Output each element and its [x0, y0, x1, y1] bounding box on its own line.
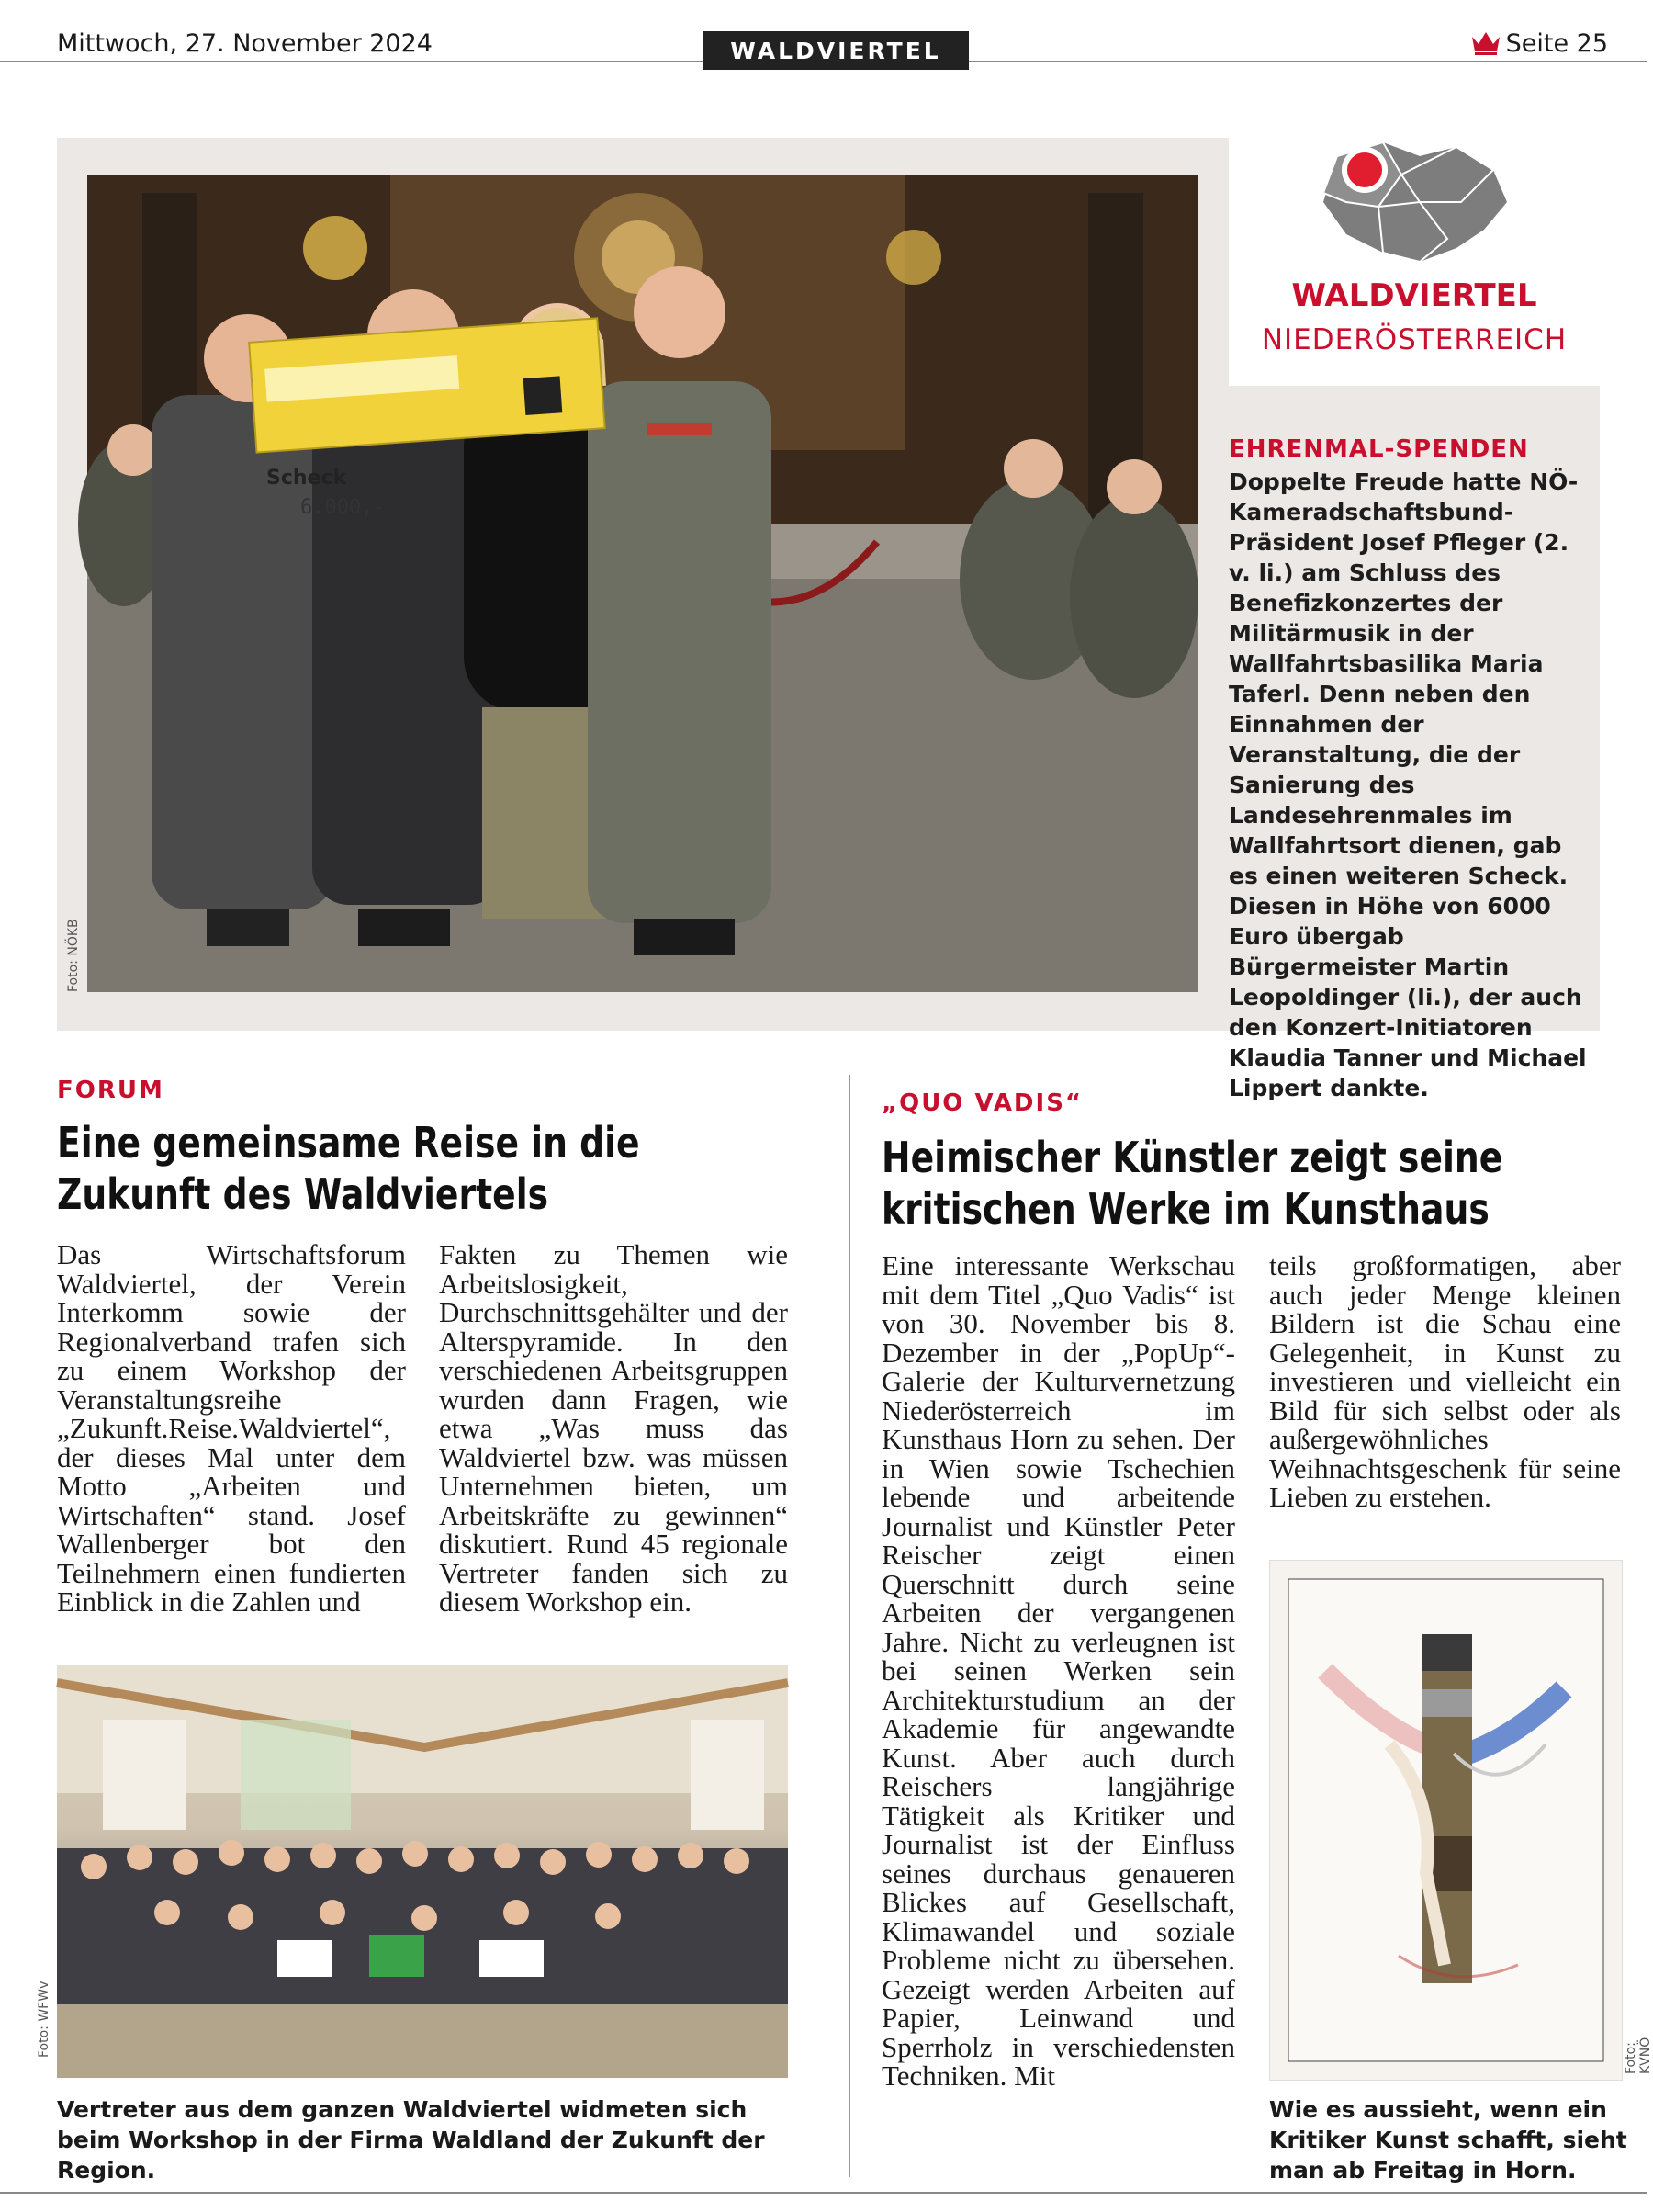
quovadis-kicker: „QUO VADIS“: [882, 1089, 1084, 1117]
cheque-label: Scheck: [266, 467, 347, 490]
quovadis-headline-line-2: kritischen Werke im Kunsthaus: [882, 1184, 1490, 1234]
photo-credit-wfwv: Foto: WFWv: [37, 1981, 51, 2058]
forum-column-1: Das Wirtschaftsforum Waldviertel, der Verein Interkomm sowie der Regionalverband trafen sich zu einem Workshop der Veranstaltungsreihe „Zukunft.Reise.Waldviertel“, der dieses Mal unter dem Motto „Arbeiten und Wirtschaften“ stand. Josef Wallenberger bot den Teilnehmern einen fundierten Einblick in die Zahlen und: [57, 1238, 406, 1618]
workshop-caption: Vertreter aus dem ganzen Waldviertel widmeten sich beim Workshop in der Firma Waldland der Zukunft der Region.: [57, 2096, 765, 2184]
photo-illustration: [1270, 1561, 1622, 2080]
ehrenmal-kicker: EHRENMAL-SPENDEN: [1229, 435, 1529, 463]
quovadis-headline: [882, 1132, 1545, 1235]
forum-headline-line-1: Eine gemeinsame Reise in die: [57, 1118, 640, 1168]
crown-icon: [1470, 29, 1501, 55]
cheque-amount: 6.000,-: [300, 496, 386, 519]
workshop-group-photo: [57, 1665, 788, 2078]
photo-credit-kvno: Foto: KVNÖ: [1624, 2037, 1653, 2074]
column-divider: [849, 1075, 850, 2177]
photo-illustration: [87, 175, 1198, 992]
quovadis-column-2: teils großformatigen, aber auch jeder Menge kleinen Bildern ist die Schau eine Gelegenheit, in Kunst zu investieren und vielleicht ein Bild für sich selbst oder als außergewöhnliches Weihnachtsgeschenk für seine Lieben zu erstehen.: [1269, 1249, 1621, 1513]
photo-illustration: [57, 1665, 788, 2078]
issue-date: Mittwoch, 27. November 2024: [57, 29, 433, 58]
region-title: WALDVIERTEL: [1291, 277, 1537, 314]
footer-rule: [0, 2192, 1647, 2194]
cheque-handover-photo: [87, 175, 1198, 992]
quovadis-headline-line-1: Heimischer Künstler zeigt seine: [882, 1133, 1503, 1182]
region-subtitle: NIEDERÖSTERREICH: [1261, 323, 1568, 356]
forum-headline: [57, 1117, 712, 1220]
page-number: Seite 25: [1505, 29, 1608, 58]
artwork-photo: [1269, 1560, 1623, 2081]
forum-headline-line-2: Zukunft des Waldviertels: [57, 1169, 549, 1219]
header-rule-left: [0, 61, 703, 62]
ehrenmal-body: Doppelte Freude hatte NÖ-Kameradschaftsbund-Präsident Josef Pfleger (2. v. li.) am Schluss des Benefizkonzertes der Militärmusik in der Wallfahrtsbasilika Maria Taferl. Denn neben den Einnahmen der Veranstaltung, die der Sanierung des Landesehrenmales im Wallfahrtsort dienen, gab es einen weiteren Scheck. Diesen in Höhe von 6000 Euro übergab Bürgermeister Martin Leopoldinger (li.), der auch den Konzert-Initiatoren Klaudia Tanner und Michael Lippert dankte.: [1229, 468, 1587, 1101]
forum-kicker: FORUM: [57, 1077, 164, 1104]
quovadis-column-1: Eine interessante Werkschau mit dem Titel „Quo Vadis“ ist von 30. November bis 8. Dezember in der „PopUp“-Galerie der Kulturvernetzung Niederösterreich im Kunsthaus Horn zu sehen. Der in Wien sowie Tschechien lebende und arbeitende Journalist und Künstler Peter Reischer zeigt einen Querschnitt durch seine Arbeiten der vergangenen Jahre. Nicht zu verleugnen ist bei seinen Werken sein Architekturstudium an der Akademie für angewandte Kunst. Aber auch durch Reischers langjährige Tätigkeit als Kritiker und Journalist ist der Einfluss seines durchaus genaueren Blickes auf Gesellschaft, Klimawandel und soziale Probleme nicht zu übersehen. Gezeigt werden Arbeiten auf Papier, Leinwand und Sperrholz in verschiedensten Techniken. Mit: [882, 1249, 1235, 2092]
lower-austria-map-icon: [1310, 138, 1521, 276]
forum-column-2: Fakten zu Themen wie Arbeitslosigkeit, Durchschnittsgehälter und der Alterspyramide. In den verschiedenen Arbeitsgruppen wurden dann Fragen, wie etwa „Was muss das Waldviertel bzw. was müssen Unternehmen bieten, um Arbeitskräfte zu gewinnen“ diskutiert. Rund 45 regionale Vertreter fanden sich zu diesem Workshop ein.: [439, 1238, 788, 1618]
header-rule-right: [969, 61, 1647, 62]
artwork-caption: Wie es aussieht, wenn ein Kritiker Kunst schafft, sieht man ab Freitag in Horn.: [1269, 2096, 1627, 2184]
photo-credit-nokb: Foto: NÖKB: [66, 919, 81, 992]
section-label: WALDVIERTEL: [703, 31, 969, 70]
